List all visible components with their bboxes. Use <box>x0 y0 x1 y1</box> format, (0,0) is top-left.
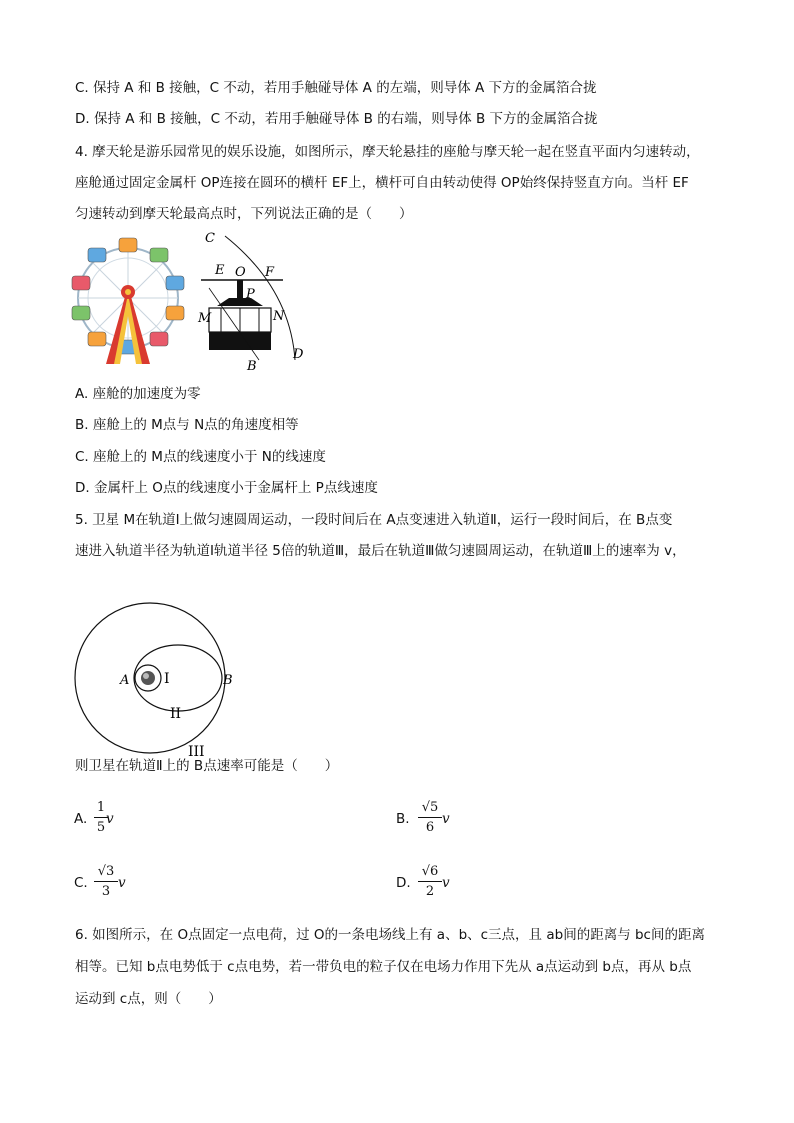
q5-option-b-fraction <box>418 800 442 835</box>
q5-option-d-fraction <box>418 864 442 899</box>
q5-option-d-var: v <box>442 875 450 891</box>
label-c: C <box>205 231 215 246</box>
q5-option-a-var: v <box>106 811 114 827</box>
label-point-a: A <box>120 673 130 688</box>
q4-stem-line2: 座舱通过固定金属杆 OP连接在圆环的横杆 EF上，横杆可自由转动使得 OP始终保持竖直方向。当杆 EF <box>75 175 689 191</box>
label-m: M <box>198 311 212 326</box>
label-point-b: B <box>223 673 233 688</box>
q4-option-b: B. 座舱上的 M点与 N点的角速度相等 <box>75 417 299 433</box>
denominator: 3 <box>101 884 111 899</box>
label-orbit-ii: II <box>170 706 182 722</box>
q5-option-a-letter: A. <box>74 811 88 827</box>
q5-option-c-var: v <box>118 875 126 891</box>
numerator: √6 <box>421 864 439 879</box>
q5-option-b-letter: B. <box>396 811 410 827</box>
label-n: N <box>273 309 285 324</box>
q4-stem-line3: 匀速转动到摩天轮最高点时，下列说法正确的是（ ） <box>75 206 413 222</box>
q4-stem-line1: 4. 摩天轮是游乐园常见的娱乐设施，如图所示，摩天轮悬挂的座舱与摩天轮一起在竖直平面内匀速转动， <box>75 144 700 160</box>
label-b: B <box>247 359 257 374</box>
q5-option-d-letter: D. <box>396 875 411 891</box>
cabin-diagram <box>195 228 315 376</box>
label-d: D <box>293 347 304 362</box>
q4-option-a: A. 座舱的加速度为零 <box>75 386 201 402</box>
numerator: √3 <box>97 864 115 879</box>
q6-stem-line2: 相等。已知 b点电势低于 c点电势，若一带负电的粒子仅在电场力作用下先从 a点运动到 b点，再从 b点 <box>75 959 692 975</box>
q3-option-d: D. 保持 A 和 B 接触，C 不动，若用手触碰导体 B 的右端，则导体 B 下方的金属箔合拢 <box>75 111 598 127</box>
numerator: √5 <box>421 800 439 815</box>
q4-option-c: C. 座舱上的 M点的线速度小于 N的线速度 <box>75 449 326 465</box>
denominator: 6 <box>425 820 435 835</box>
q5-option-c-letter: C. <box>74 875 88 891</box>
label-f: F <box>265 265 275 280</box>
q6-stem-line1: 6. 如图所示，在 O点固定一点电荷，过 O的一条电场线上有 a、b、c三点，且 ab间的距离与 bc间的距离 <box>75 927 705 943</box>
q5-option-b-var: v <box>442 811 450 827</box>
q5-question: 则卫星在轨道Ⅱ上的 B点速率可能是（ ） <box>75 758 339 774</box>
q5-option-c-fraction <box>94 864 118 899</box>
label-e: E <box>215 263 225 278</box>
numerator: 1 <box>96 800 106 815</box>
q4-option-d: D. 金属杆上 O点的线速度小于金属杆上 P点线速度 <box>75 480 378 496</box>
denominator: 5 <box>96 820 106 835</box>
q3-option-c: C. 保持 A 和 B 接触，C 不动，若用手触碰导体 A 的左端，则导体 A 下方的金属箔合拢 <box>75 80 597 96</box>
ferris-wheel-image <box>70 236 190 366</box>
q5-stem-line2: 速进入轨道半径为轨道Ⅰ轨道半径 5倍的轨道Ⅲ，最后在轨道Ⅲ做匀速圆周运动，在轨道Ⅲ上的速率为 v， <box>75 543 686 559</box>
label-p: P <box>246 287 255 302</box>
label-orbit-i: I <box>164 671 170 687</box>
q5-stem-line1: 5. 卫星 M在轨道Ⅰ上做匀速圆周运动，一段时间后在 A点变速进入轨道Ⅱ，运行一段时间后，在 B点变 <box>75 512 673 528</box>
denominator: 2 <box>425 884 435 899</box>
orbit-diagram <box>70 600 245 760</box>
q6-stem-line3: 运动到 c点，则（ ） <box>75 991 222 1007</box>
label-o: O <box>235 265 246 280</box>
label-orbit-iii: III <box>188 744 205 760</box>
